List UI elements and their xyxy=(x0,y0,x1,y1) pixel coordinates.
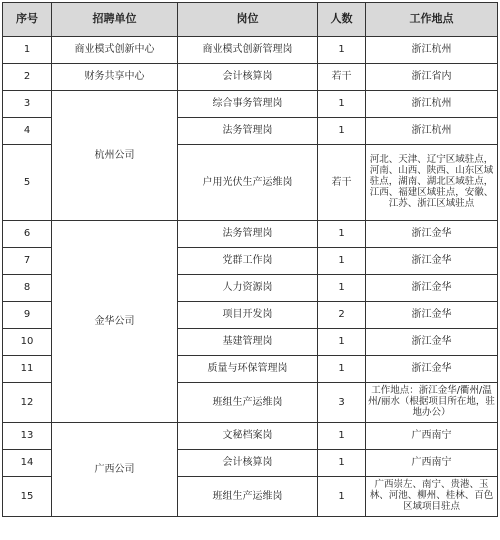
row-post: 会计核算岗 xyxy=(178,64,318,91)
row-count: 2 xyxy=(318,302,366,329)
row-unit: 商业模式创新中心 xyxy=(52,37,178,64)
row-no: 11 xyxy=(3,356,52,383)
row-no: 7 xyxy=(3,248,52,275)
row-location: 浙江省内 xyxy=(366,64,498,91)
table-row xyxy=(3,37,498,64)
row-no: 1 xyxy=(3,37,52,64)
row-post: 会计核算岗 xyxy=(178,450,318,477)
header-no: 序号 xyxy=(3,3,52,37)
row-post: 综合事务管理岗 xyxy=(178,91,318,118)
table-row xyxy=(3,91,498,118)
row-location: 浙江金华 xyxy=(366,221,498,248)
row-count: 1 xyxy=(318,118,366,145)
row-location: 工作地点：浙江金华/衢州/温州/丽水（根据项目所在地，驻地办公） xyxy=(366,383,498,423)
row-post: 班组生产运维岗 xyxy=(178,477,318,517)
row-post: 商业模式创新管理岗 xyxy=(178,37,318,64)
row-post: 项目开发岗 xyxy=(178,302,318,329)
header-unit: 招聘单位 xyxy=(52,3,178,37)
header-post: 岗位 xyxy=(178,3,318,37)
row-count: 1 xyxy=(318,423,366,450)
row-count: 若干 xyxy=(318,64,366,91)
row-location: 广西崇左、南宁、贵港、玉林、河池、柳州、桂林、百色区域项目驻点 xyxy=(366,477,498,517)
row-no: 3 xyxy=(3,91,52,118)
row-post: 基建管理岗 xyxy=(178,329,318,356)
row-count: 3 xyxy=(318,383,366,423)
row-count: 若干 xyxy=(318,145,366,221)
row-unit: 财务共享中心 xyxy=(52,64,178,91)
table-row xyxy=(3,221,498,248)
row-count: 1 xyxy=(318,356,366,383)
row-post: 人力资源岗 xyxy=(178,275,318,302)
row-no: 12 xyxy=(3,383,52,423)
row-count: 1 xyxy=(318,329,366,356)
header-location: 工作地点 xyxy=(366,3,498,37)
row-no: 2 xyxy=(3,64,52,91)
row-no: 15 xyxy=(3,477,52,517)
row-count: 1 xyxy=(318,275,366,302)
row-no: 4 xyxy=(3,118,52,145)
header-count: 人数 xyxy=(318,3,366,37)
row-location: 浙江金华 xyxy=(366,248,498,275)
row-location: 浙江金华 xyxy=(366,329,498,356)
row-no: 9 xyxy=(3,302,52,329)
row-post: 法务管理岗 xyxy=(178,221,318,248)
row-count: 1 xyxy=(318,91,366,118)
header-row xyxy=(3,3,498,37)
row-location: 浙江金华 xyxy=(366,275,498,302)
row-post: 法务管理岗 xyxy=(178,118,318,145)
row-unit-merged: 金华公司 xyxy=(52,221,178,423)
row-location: 浙江金华 xyxy=(366,356,498,383)
row-location: 浙江金华 xyxy=(366,302,498,329)
row-no: 6 xyxy=(3,221,52,248)
row-post: 党群工作岗 xyxy=(178,248,318,275)
row-location: 广西南宁 xyxy=(366,423,498,450)
row-post: 质量与环保管理岗 xyxy=(178,356,318,383)
row-no: 14 xyxy=(3,450,52,477)
row-count: 1 xyxy=(318,37,366,64)
row-post: 户用光伏生产运维岗 xyxy=(178,145,318,221)
row-count: 1 xyxy=(318,248,366,275)
row-no: 8 xyxy=(3,275,52,302)
row-location: 浙江杭州 xyxy=(366,91,498,118)
table-row xyxy=(3,64,498,91)
row-unit-merged: 广西公司 xyxy=(52,423,178,517)
row-location: 浙江杭州 xyxy=(366,37,498,64)
row-no: 10 xyxy=(3,329,52,356)
row-location: 浙江杭州 xyxy=(366,118,498,145)
row-unit-merged: 杭州公司 xyxy=(52,91,178,221)
row-no: 5 xyxy=(3,145,52,221)
row-location: 河北、天津、辽宁区域驻点，河南、山西、陕西、山东区域驻点，湖南、湖北区域驻点，江西、福建区域驻点，安徽、江苏、浙江区域驻点 xyxy=(366,145,498,221)
row-count: 1 xyxy=(318,477,366,517)
row-post: 文秘档案岗 xyxy=(178,423,318,450)
row-location: 广西南宁 xyxy=(366,450,498,477)
recruitment-table xyxy=(2,2,498,517)
row-count: 1 xyxy=(318,221,366,248)
row-count: 1 xyxy=(318,450,366,477)
row-no: 13 xyxy=(3,423,52,450)
table-row xyxy=(3,423,498,450)
row-post: 班组生产运维岗 xyxy=(178,383,318,423)
